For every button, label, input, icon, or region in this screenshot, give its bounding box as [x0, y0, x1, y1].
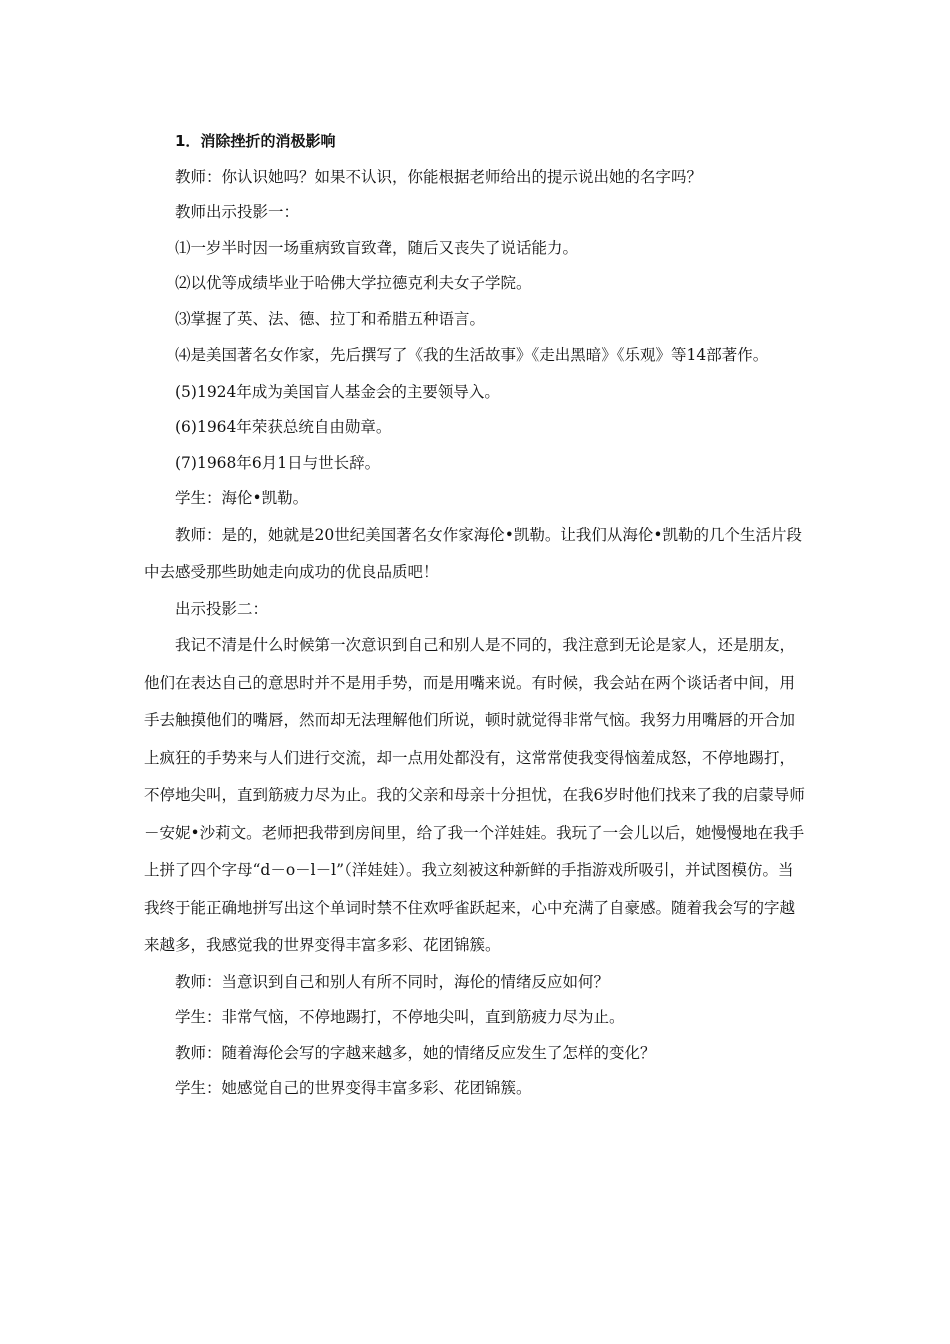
paragraph-teacher-question-2: 教师：当意识到自己和别人有所不同时，海伦的情绪反应如何？ [175, 972, 610, 991]
hint-item-6: (6)1964年荣获总统自由勋章。 [175, 418, 392, 436]
paragraph-teacher-intro: 教师：是的，她就是20世纪美国著名女作家海伦•凯勒。让我们从海伦•凯勒的几个生活片段中去感受那些助她走向成功的优良品质吧！ [144, 525, 803, 581]
paragraph-teacher-question: 教师：你认识她吗？如果不认识，你能根据老师给出的提示说出她的名字吗？ [175, 167, 703, 186]
hint-item-5: (5)1924年成为美国盲人基金会的主要领导入。 [175, 382, 500, 401]
paragraph-projection-one: 教师出示投影一： [175, 203, 300, 221]
paragraph-student-answer-2: 学生：非常气恼，不停地踢打，不停地尖叫，直到筋疲力尽为止。 [175, 1008, 625, 1026]
hint-item-7: (7)1968年6月1日与世长辞。 [175, 453, 381, 472]
paragraph-student-answer-3: 学生：她感觉自己的世界变得丰富多彩、花团锦簇。 [175, 1079, 532, 1097]
hint-item-1: ⑴一岁半时因一场重病致盲致聋，随后又丧失了说话能力。 [175, 238, 579, 257]
hint-item-2: ⑵以优等成绩毕业于哈佛大学拉德克利夫女子学院。 [175, 274, 532, 292]
document-body [144, 124, 806, 1107]
hint-item-3: ⑶掌握了英、法、德、拉丁和希腊五种语言。 [175, 309, 486, 328]
paragraph-story: 我记不清是什么时候第一次意识到自己和别人是不同的，我注意到无论是家人，还是朋友，他们在表达自己的意思时并不是用手势，而是用嘴来说。有时候，我会站在两个谈话者中间，用手去触摸他们的嘴唇，然而却无法理解他们所说，顿时就觉得非常气恼。我努力用嘴唇的开合加上疯狂的手势来与人们进行交流，却一点用处都没有，这常常使我变得恼羞成怒，不停地踢打，不停地尖叫，直到筋疲力尽为止。我的父亲和母亲十分担忧，在我6岁时他们找来了我的启蒙导师－安妮•沙莉文。老师把我带到房间里，给了我一个洋娃娃。我玩了一会儿以后，她慢慢地在我手上拼了四个字母“d－o－l－l”（洋娃娃）。我立刻被这种新鲜的手指游戏所吸引，并试图模仿。当我终于能正确地拼写出这个单词时禁不住欢呼雀跃起来，心中充满了自豪感。随着我会写的字越来越多，我感觉我的世界变得丰富多彩、花团锦簇。 [144, 636, 805, 954]
paragraph-student-answer: 学生：海伦•凯勒。 [175, 489, 309, 507]
section-heading: 1．消除挫折的消极影响 [175, 132, 336, 150]
hint-item-4: ⑷是美国著名女作家，先后撰写了《我的生活故事》《走出黑暗》《乐观》等14部著作。 [175, 346, 769, 364]
paragraph-teacher-question-3: 教师：随着海伦会写的字越来越多，她的情绪反应发生了怎样的变化？ [175, 1043, 656, 1062]
paragraph-projection-two: 出示投影二： [175, 599, 269, 618]
